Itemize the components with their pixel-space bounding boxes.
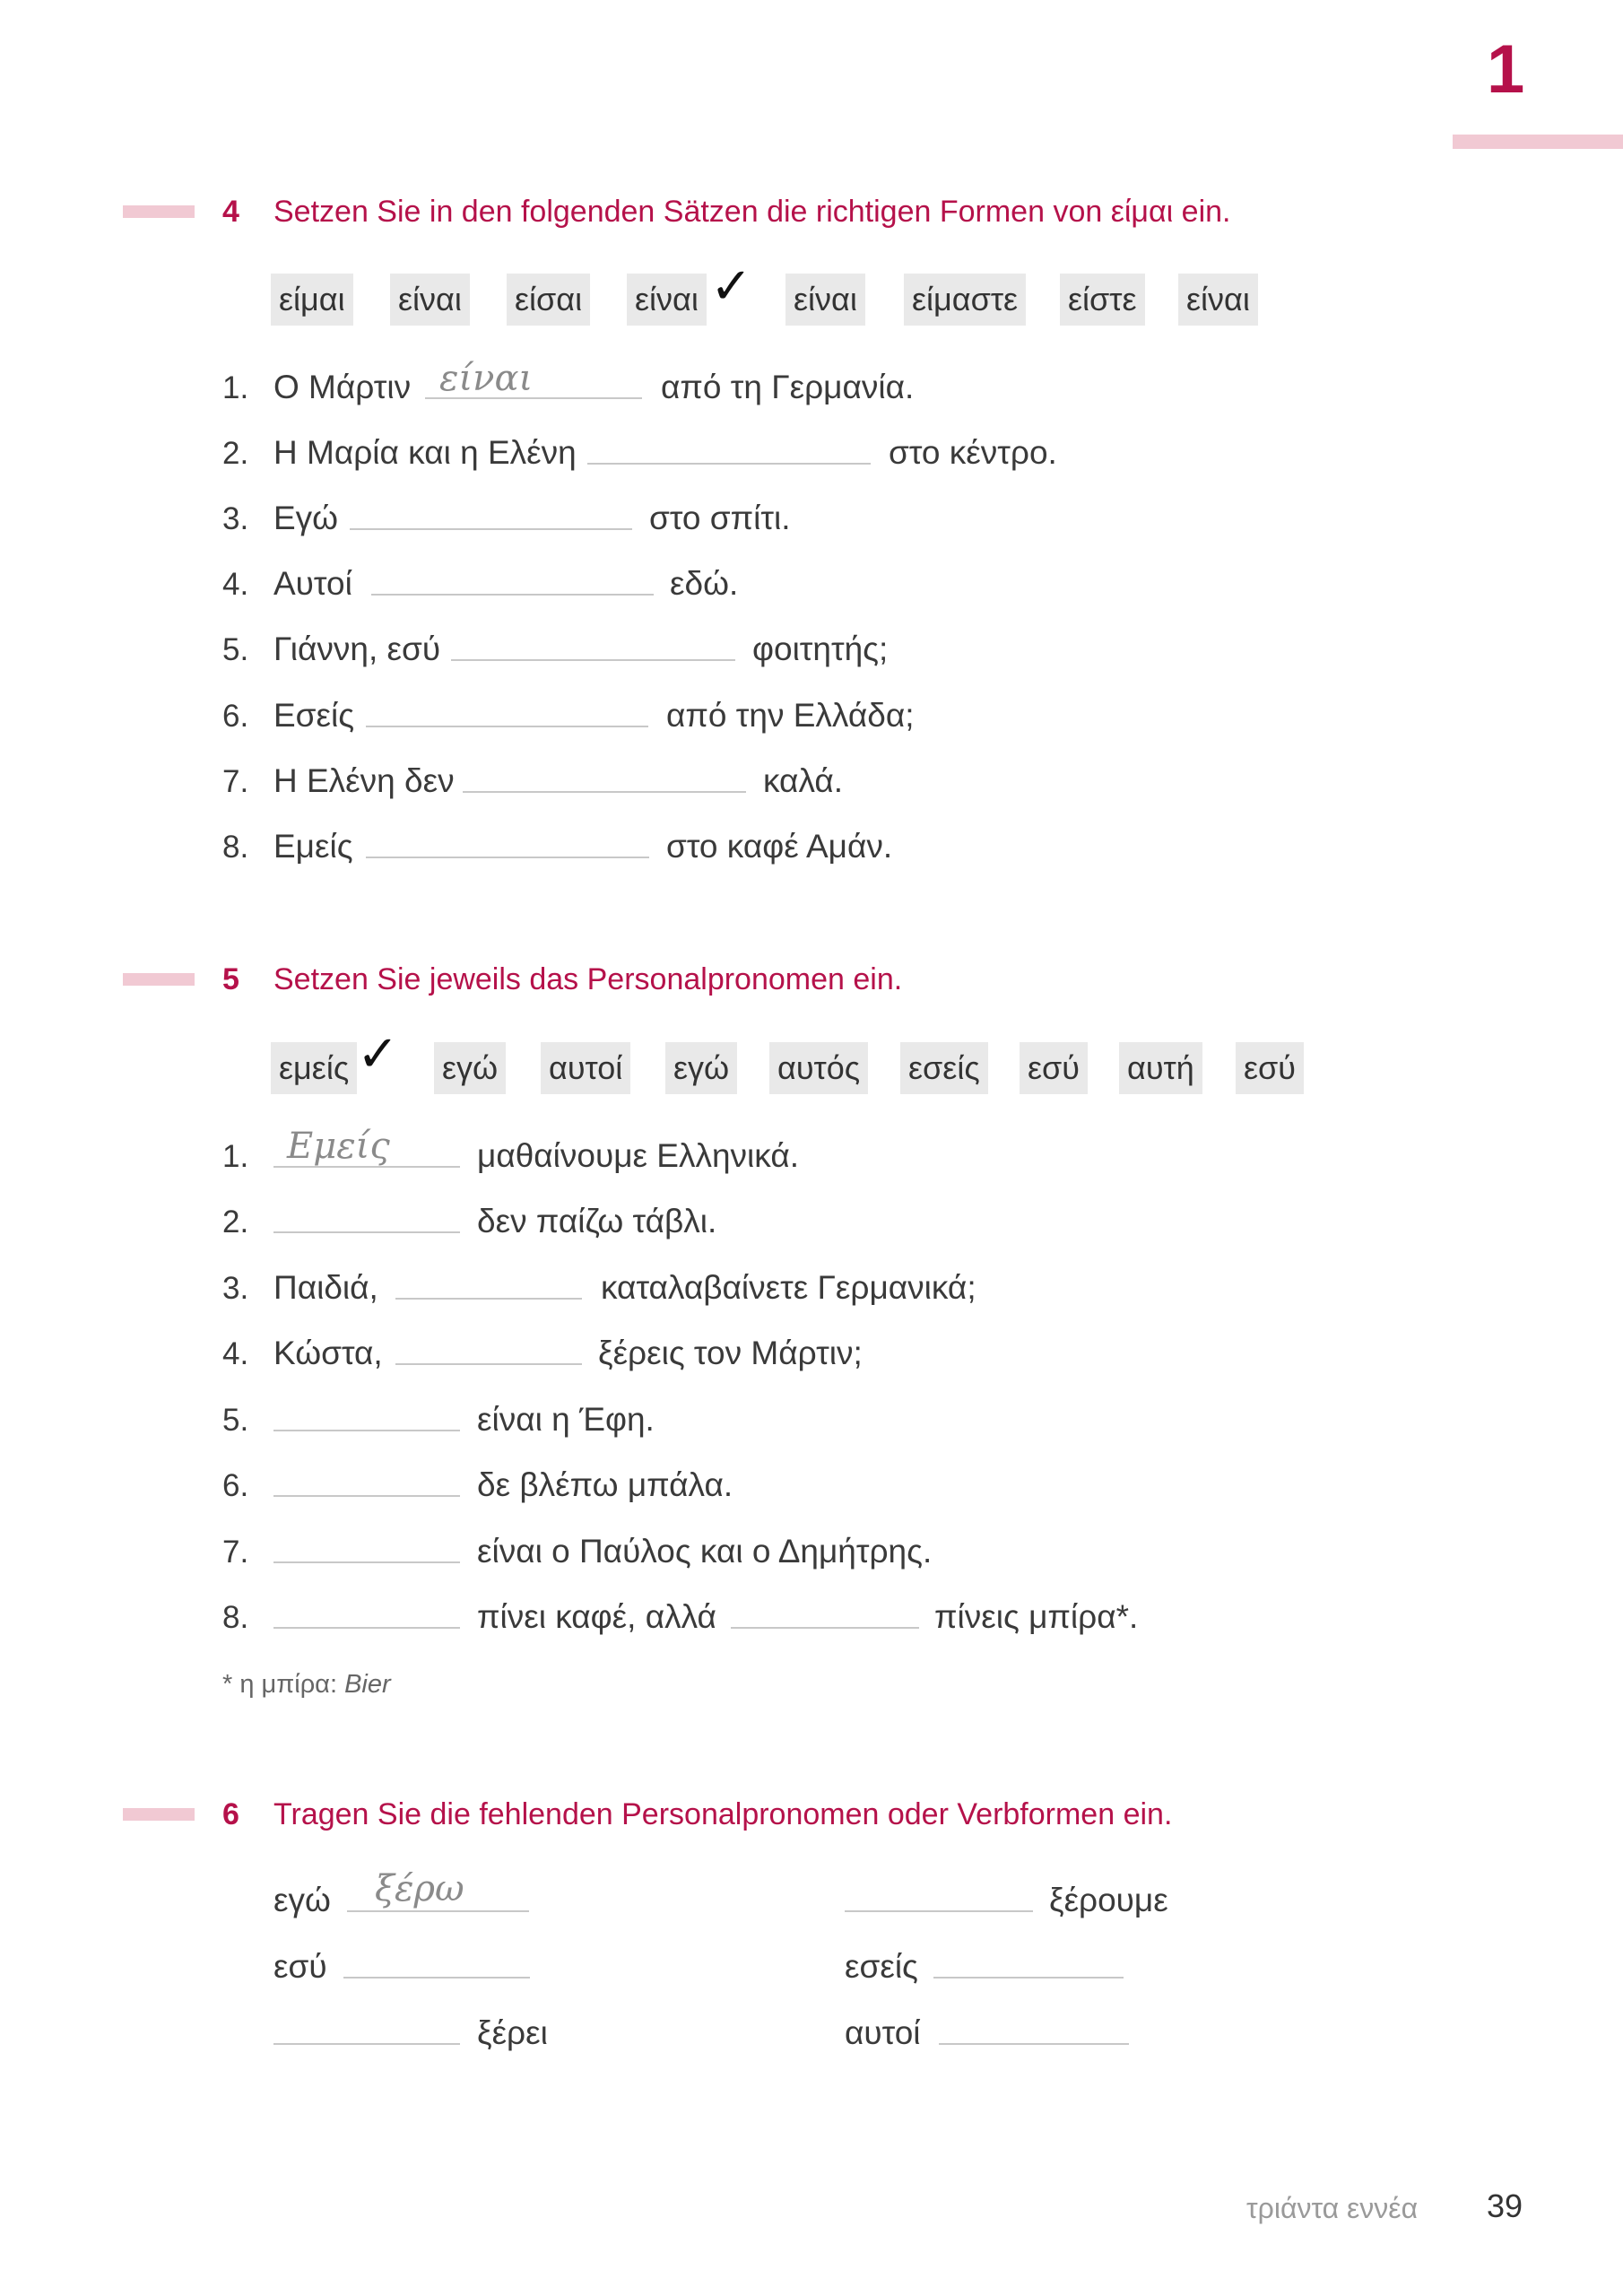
answer-blank[interactable] [451, 659, 735, 661]
word-bank-item: αυτή [1119, 1042, 1202, 1094]
exercise-number: 5 [222, 962, 239, 996]
item-number: 6. [222, 1468, 249, 1503]
answer-blank[interactable] [273, 2043, 460, 2045]
item-text-after: δε βλέπω μπάλα. [477, 1466, 733, 1503]
item-number: 4. [222, 567, 249, 602]
answer-blank[interactable] [273, 1627, 460, 1629]
item-text-before: Ο Μάρτιν [273, 369, 412, 405]
item-number: 1. [222, 1139, 249, 1174]
chapter-bar [1453, 135, 1623, 149]
word-bank-item: είναι [627, 274, 707, 326]
answer-blank[interactable] [366, 726, 648, 727]
footnote [222, 1672, 391, 1698]
item-text-after: στο κέντρο. [889, 434, 1057, 471]
item-number: 6. [222, 699, 249, 734]
word-bank-item: εμείς [271, 1042, 357, 1094]
conjugation-label: εσείς [845, 1948, 918, 1985]
item-text-after: δεν παίζω τάβλι. [477, 1203, 717, 1239]
word-bank-item: είμαστε [904, 274, 1026, 326]
item-number: 3. [222, 501, 249, 536]
answer-blank[interactable] [939, 2043, 1129, 2045]
checkmark-icon: ✓ [357, 1025, 399, 1083]
answer-blank[interactable] [731, 1627, 919, 1629]
word-bank-item: εγώ [665, 1042, 737, 1094]
item-text-after: στο σπίτι. [649, 500, 791, 536]
item-text-after: στο καφέ Αμάν. [666, 828, 893, 865]
item-text-before: Εγώ [273, 500, 339, 536]
item-number: 1. [222, 370, 249, 405]
item-number: 3. [222, 1271, 249, 1306]
answer-blank[interactable] [587, 463, 871, 465]
conjugation-label: ξέρει [477, 2014, 548, 2051]
answer-blank[interactable] [273, 1430, 460, 1431]
item-text-after: καταλαβαίνετε Γερμανικά; [601, 1269, 976, 1306]
answer-blank[interactable] [395, 1298, 582, 1300]
answer-blank[interactable] [350, 528, 632, 530]
answer-blank[interactable] [343, 1977, 530, 1979]
item-text-after: από την Ελλάδα; [666, 697, 915, 734]
item-text-after: είναι η Έφη. [477, 1401, 655, 1438]
answer-blank[interactable] [371, 594, 654, 596]
answer-blank[interactable] [425, 397, 642, 399]
word-bank-item: είστε [1060, 274, 1145, 326]
word-bank-item: αυτοί [541, 1042, 630, 1094]
item-text-after: καλά. [763, 762, 844, 799]
item-text-after: είναι ο Παύλος και ο Δημήτρης. [477, 1533, 933, 1570]
item-number: 5. [222, 1403, 249, 1438]
item-text-before: Εσείς [273, 697, 355, 734]
item-text-after: πίνεις μπίρα*. [934, 1598, 1139, 1635]
exercise-number: 6 [222, 1797, 239, 1831]
checkmark-icon: ✓ [710, 257, 752, 316]
word-bank-item: είναι [785, 274, 865, 326]
word-bank-item: εσύ [1020, 1042, 1088, 1094]
item-text-after: φοιτητής; [752, 631, 889, 667]
conjugation-label: αυτοί [845, 2014, 921, 2051]
word-bank-item: εσείς [900, 1042, 988, 1094]
sample-answer: Εμείς [287, 1126, 390, 1167]
conjugation-label: εσύ [273, 1948, 327, 1985]
word-bank-item: είναι [390, 274, 470, 326]
item-number: 5. [222, 632, 249, 667]
answer-blank[interactable] [395, 1363, 582, 1365]
item-number: 2. [222, 1205, 249, 1239]
word-bank-item: εσύ [1236, 1042, 1304, 1094]
conjugation-label: εγώ [273, 1882, 331, 1918]
word-bank-item: είμαι [271, 274, 353, 326]
conjugation-label: ξέρουμε [1049, 1882, 1168, 1918]
exercise-bar [123, 973, 195, 986]
word-bank-item: είσαι [507, 274, 590, 326]
answer-blank[interactable] [463, 791, 746, 793]
item-text-before: Εμείς [273, 828, 353, 865]
answer-blank[interactable] [273, 1166, 460, 1168]
exercise-bar [123, 1808, 195, 1821]
item-text-after: εδώ. [670, 565, 739, 602]
item-text-after: πίνει καφέ, αλλά [477, 1598, 716, 1635]
sample-answer: ξέρω [375, 1868, 464, 1909]
answer-blank[interactable] [273, 1231, 460, 1233]
footnote-text: * η μπίρα: [222, 1670, 345, 1699]
page-number: 39 [1487, 2187, 1523, 2224]
word-bank-item: εγώ [434, 1042, 506, 1094]
item-text-before: Η Ελένη δεν [273, 762, 455, 799]
item-text-after: από τη Γερμανία. [661, 369, 915, 405]
exercise-title: Setzen Sie in den folgenden Sätzen die richtigen Formen von είμαι ein. [273, 195, 1231, 229]
exercise-title: Tragen Sie die fehlenden Personalpronomen oder Verbformen ein. [273, 1797, 1173, 1831]
exercise-number: 4 [222, 195, 239, 229]
item-text-before: Αυτοί [273, 565, 352, 602]
item-number: 8. [222, 830, 249, 865]
sample-answer: είναι [439, 358, 534, 399]
item-number: 7. [222, 1535, 249, 1570]
word-bank-item: είναι [1178, 274, 1258, 326]
item-text-after: ξέρεις τον Μάρτιν; [598, 1335, 863, 1371]
item-text-before: Γιάννη, εσύ [273, 631, 441, 667]
answer-blank[interactable] [273, 1561, 460, 1563]
item-text-after: μαθαίνουμε Ελληνικά. [477, 1137, 799, 1174]
item-text-before: Η Μαρία και η Ελένη [273, 434, 577, 471]
page-number-words: τριάντα εννέα [1246, 2192, 1419, 2224]
exercise-title: Setzen Sie jeweils das Personalpronomen ein. [273, 962, 903, 996]
item-text-before: Παιδιά, [273, 1269, 378, 1306]
answer-blank[interactable] [366, 857, 649, 858]
exercise-bar [123, 205, 195, 218]
answer-blank[interactable] [347, 1910, 529, 1912]
item-number: 8. [222, 1600, 249, 1635]
item-number: 4. [222, 1336, 249, 1371]
item-text-before: Κώστα, [273, 1335, 383, 1371]
item-number: 7. [222, 764, 249, 799]
answer-blank[interactable] [273, 1495, 460, 1497]
answer-blank[interactable] [845, 1910, 1033, 1912]
item-number: 2. [222, 436, 249, 471]
footnote-translation: Bier [344, 1670, 391, 1699]
word-bank-item: αυτός [769, 1042, 868, 1094]
answer-blank[interactable] [933, 1977, 1124, 1979]
chapter-number: 1 [1487, 31, 1525, 108]
